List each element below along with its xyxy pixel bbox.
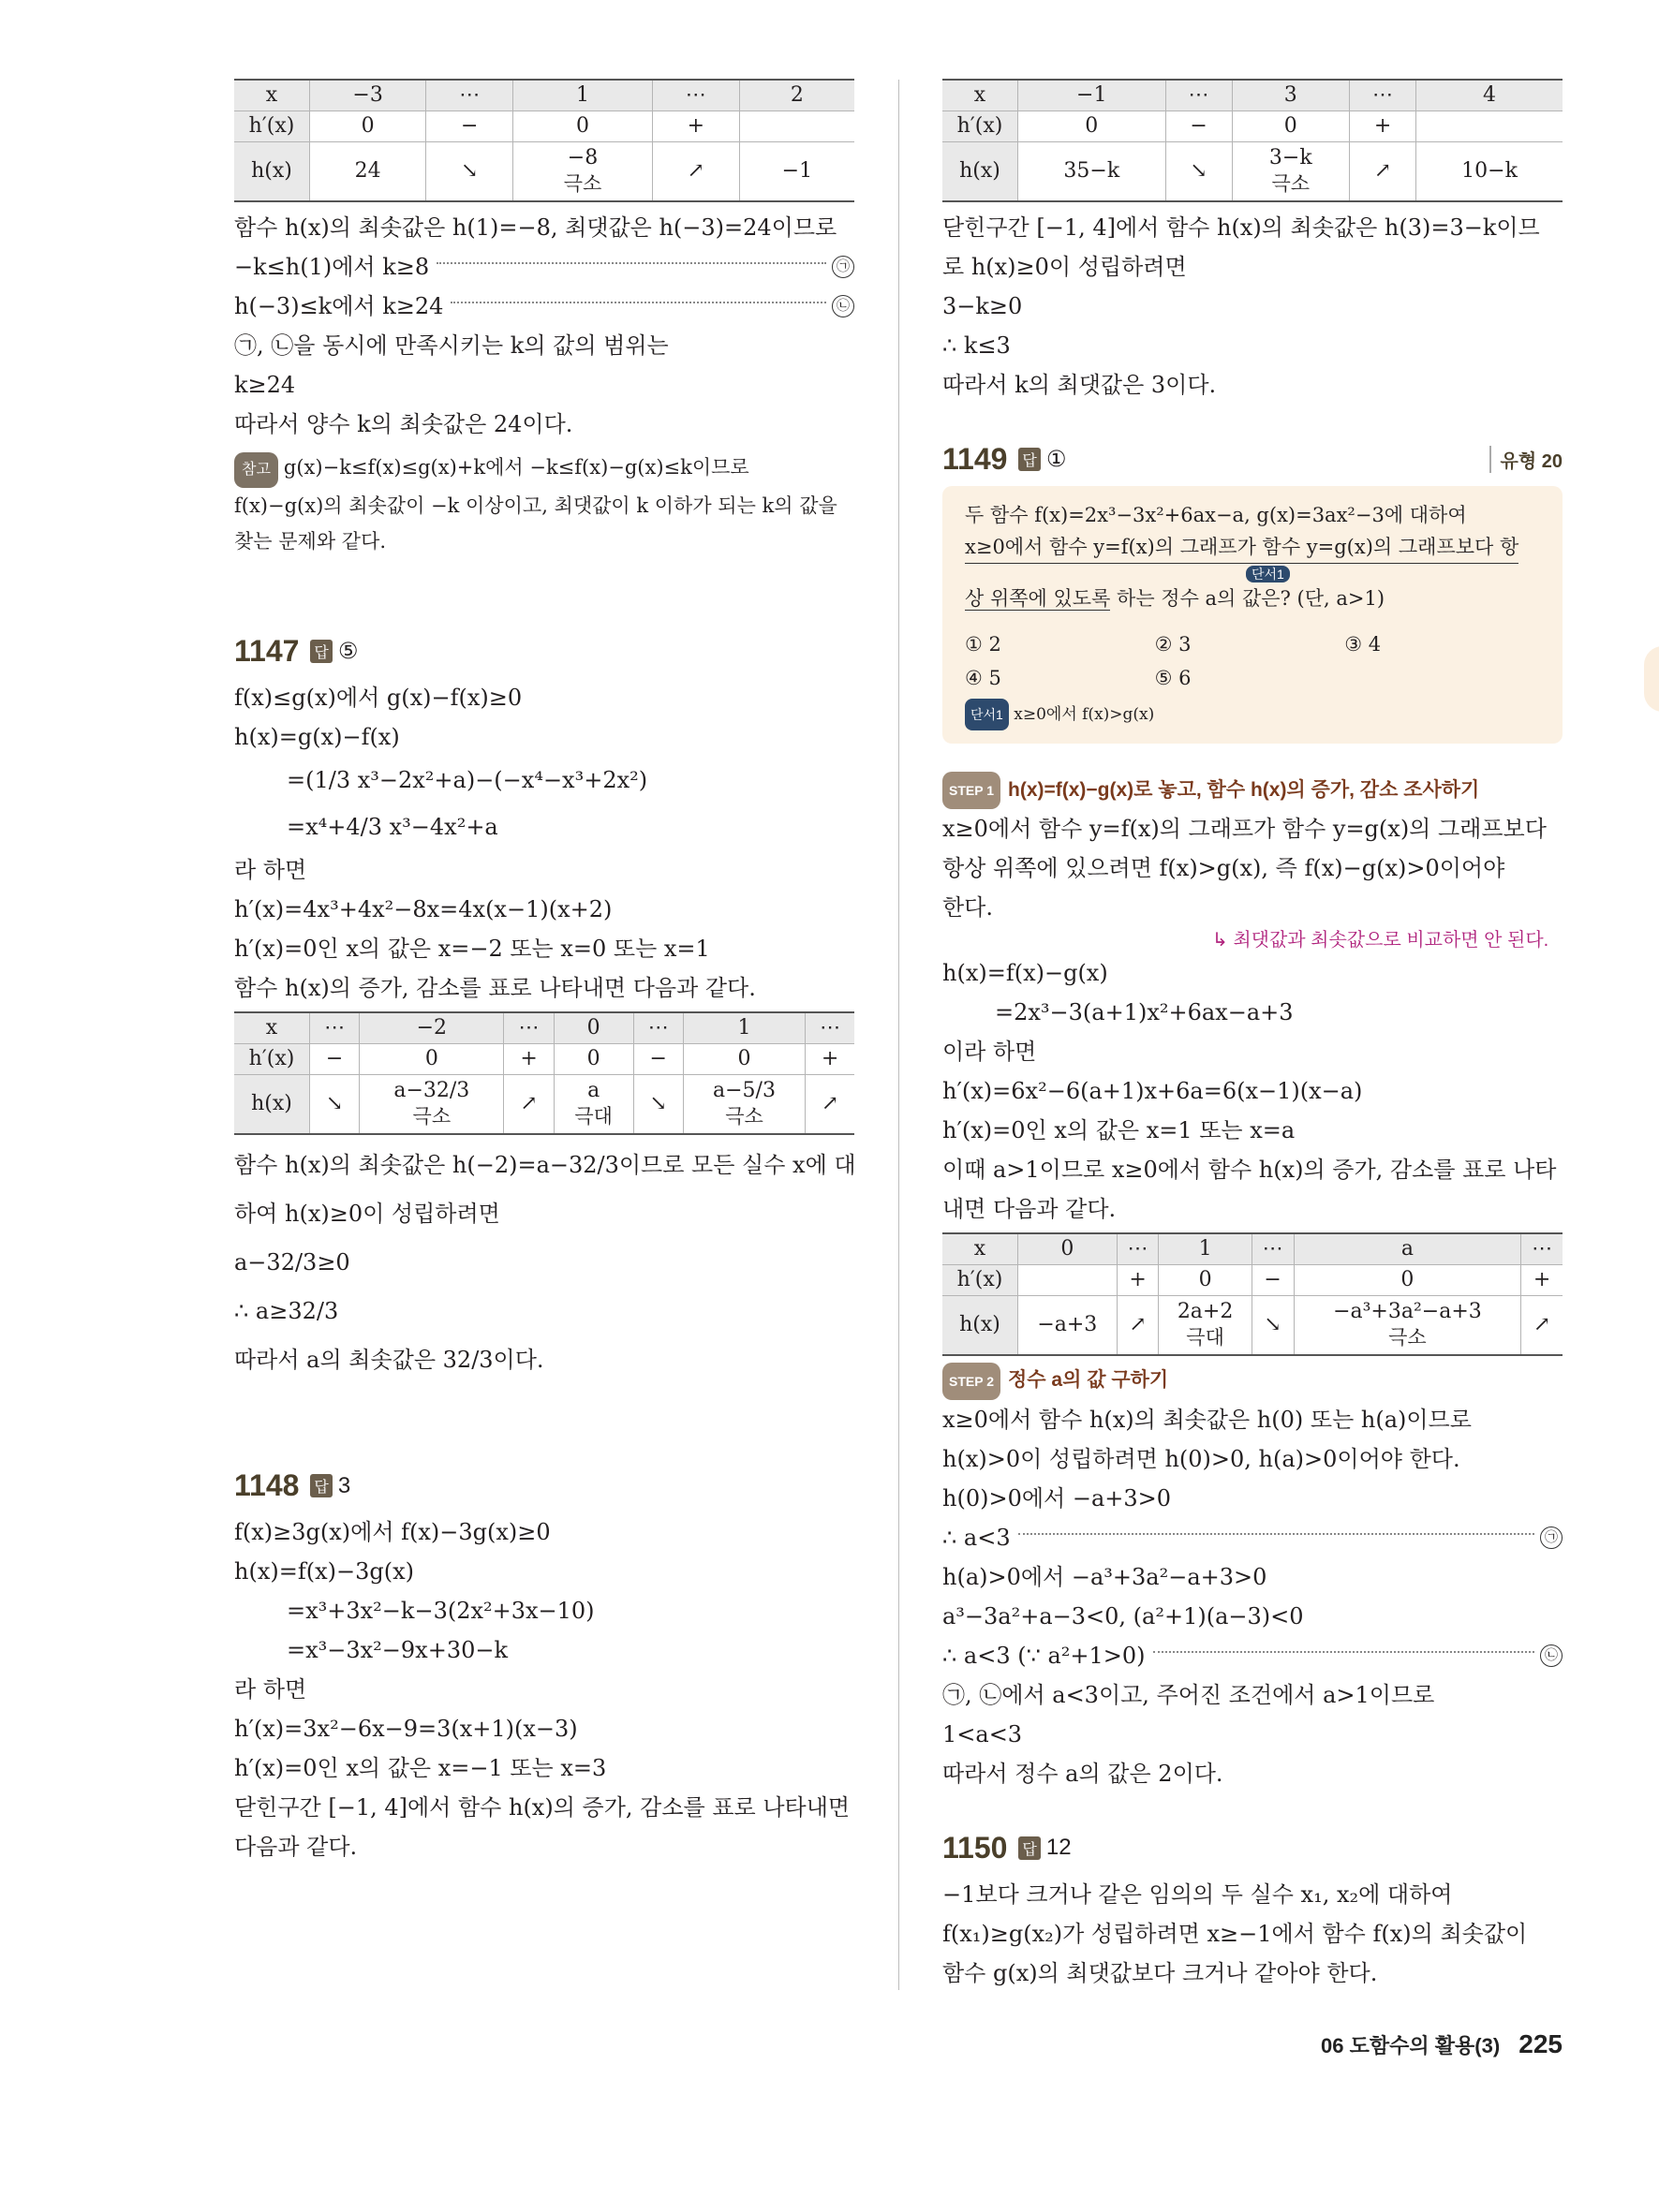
text-line: 닫힌구간 [−1, 4]에서 함수 h(x)의 증가, 감소를 표로 나타내면 <box>234 1794 851 1821</box>
text-line: h(x)=f(x)−3g(x) <box>234 1558 414 1585</box>
callout-text: 최댓값과 최솟값으로 비교하면 안 된다. <box>1233 930 1549 951</box>
text-line: 이때 a>1이므로 x≥0에서 함수 h(x)의 증가, 감소를 표로 나타 <box>942 1157 1557 1184</box>
text-line: 3−k≥0 <box>942 293 1023 319</box>
marker-2: ㉡ <box>1540 1644 1563 1667</box>
text-line: 이라 하면 <box>942 1039 1037 1066</box>
table-cell: − <box>633 1044 683 1075</box>
callout-arrow-icon: ↳ <box>1212 930 1234 951</box>
choice-item: ③ 4 <box>1344 633 1382 656</box>
text-line: h(0)>0에서 −a+3>0 <box>942 1484 1172 1512</box>
equation-line: =x³−3x²−9x+30−k <box>287 1637 509 1663</box>
answer-icon: 답 <box>310 640 332 663</box>
solution-1150 <box>942 1875 1563 1993</box>
table-row <box>234 1012 854 1044</box>
table-cell: ⋯ <box>426 80 513 111</box>
step-badge: STEP 1 <box>942 772 1000 809</box>
text-line: 함수 h(x)의 최솟값은 h(1)=−8, 최댓값은 h(−3)=24이므로 <box>234 214 837 241</box>
table-cell: 0 <box>360 1044 504 1075</box>
table-cell: x <box>234 80 310 111</box>
table-cell: h′(x) <box>234 111 310 142</box>
text-line: h(−3)≤k에서 k≥24 ㉡ <box>234 287 854 326</box>
table-cell: ⋯ <box>1117 1233 1159 1265</box>
text-line: f(x₁)≥g(x₂)가 성립하려면 x≥−1에서 함수 f(x)의 최솟값이 <box>942 1920 1528 1947</box>
equation-line: =x³+3x²−k−3(2x²+3x−10) <box>287 1598 595 1624</box>
table-cell: 1 <box>1159 1233 1252 1265</box>
text-line: 내면 다음과 같다. <box>942 1196 1117 1223</box>
choices <box>965 627 1540 695</box>
text-line: ㉠, ㉡을 동시에 만족시키는 k의 값의 범위는 <box>234 332 669 359</box>
table-cell: ⋯ <box>633 1012 683 1044</box>
step-1-heading <box>942 772 1563 809</box>
text-line: k≥24 <box>234 372 296 398</box>
solution-1146-text <box>234 208 854 444</box>
text-line: 로 h(x)≥0이 성립하려면 <box>942 254 1187 280</box>
table-cell: 2 <box>739 80 854 111</box>
table-row <box>942 111 1563 142</box>
problem-1147-header <box>234 634 854 669</box>
text-line: 라 하면 <box>234 1676 307 1703</box>
text-line: 함수 h(x)의 증가, 감소를 표로 나타내면 다음과 같다. <box>234 975 756 1001</box>
text-line: 항상 위쪽에 있으려면 f(x)>g(x), 즉 f(x)−g(x)>0이어야 <box>942 855 1505 882</box>
text-line: ∴ a≥32/3 <box>234 1298 339 1324</box>
table-cell: h(x) <box>942 1296 1018 1356</box>
problem-line-3a: 상 위쪽에 있도록 <box>965 587 1111 610</box>
text-line: 1<a<3 <box>942 1720 1023 1747</box>
text-line: 함수 h(x)의 최솟값은 h(−2)=a−32/3이므로 모든 실수 x에 대 <box>234 1152 856 1178</box>
chapter-title: 06 도함수의 활용(3) <box>1321 2034 1501 2057</box>
table-cell: 0 <box>513 111 653 142</box>
table-cell: 0 <box>1232 111 1349 142</box>
table-row <box>234 1075 854 1135</box>
variation-table-1146 <box>234 79 854 202</box>
text-line: a−32/3≥0 <box>234 1249 350 1276</box>
table-cell: 0 <box>1018 1233 1118 1265</box>
solution-1148-b <box>234 1670 854 1866</box>
dotted-line-1 <box>942 1518 1563 1557</box>
dotted-line-2 <box>942 1636 1563 1675</box>
text-line: f(x)≥3g(x)에서 f(x)−3g(x)≥0 <box>234 1519 551 1545</box>
table-cell: h(x) <box>942 142 1018 202</box>
type-tag: 유형 20 <box>1489 446 1563 473</box>
table-cell: −3 <box>310 80 426 111</box>
text-line: −1보다 크거나 같은 임의의 두 실수 x₁, x₂에 대하여 <box>942 1880 1453 1908</box>
circle-marker: ㉡ <box>832 295 854 317</box>
table-cell: + <box>1117 1265 1159 1296</box>
text-line: a³−3a²+a−3<0, (a²+1)(a−3)<0 <box>942 1602 1304 1630</box>
table-cell: −a³+3a²−a+3 극소 <box>1294 1296 1521 1356</box>
table-cell: ⋯ <box>1252 1233 1294 1265</box>
solution-1148-cont <box>942 208 1563 405</box>
table-cell: a <box>1294 1233 1521 1265</box>
answer-icon: 답 <box>1018 448 1040 471</box>
answer-icon: 답 <box>1018 1836 1040 1860</box>
hint-text: x≥0에서 f(x)>g(x) <box>1014 705 1155 724</box>
variation-table-1149 <box>942 1232 1563 1356</box>
table-row <box>234 142 854 202</box>
table-row <box>942 142 1563 202</box>
text-line: ∴ k≤3 <box>942 332 1011 359</box>
text-line: 한다. <box>942 894 993 922</box>
table-cell <box>1018 1265 1118 1296</box>
solution-1147-b <box>234 850 854 1008</box>
answer-value: 3 <box>337 1472 351 1498</box>
table-cell: ↗ <box>1521 1296 1563 1356</box>
text-line: h(a)>0에서 −a³+3a²−a+3>0 <box>942 1563 1267 1590</box>
table-row <box>942 1233 1563 1265</box>
page-footer <box>1321 2029 1563 2059</box>
table-cell: ↗ <box>806 1075 854 1135</box>
table-cell: − <box>426 111 513 142</box>
note-tag: 참고 <box>234 452 278 488</box>
table-cell: 35−k <box>1018 142 1166 202</box>
problem-number: 1150 <box>942 1830 1008 1865</box>
column-divider <box>898 80 899 1990</box>
text-line: 따라서 a의 최솟값은 32/3이다. <box>234 1347 544 1373</box>
answer-value: 12 <box>1045 1835 1072 1861</box>
table-row <box>942 80 1563 111</box>
table-cell <box>739 111 854 142</box>
table-cell: 0 <box>554 1012 633 1044</box>
solution-1148-a <box>234 1512 854 1591</box>
table-cell: ↘ <box>310 1075 360 1135</box>
text-line: x≥0에서 함수 h(x)의 최솟값은 h(0) 또는 h(a)이므로 <box>942 1406 1472 1433</box>
table-cell: x <box>234 1012 310 1044</box>
callout-note <box>942 927 1563 953</box>
table-cell: 2a+2 극대 <box>1159 1296 1252 1356</box>
table-cell: 3−k 극소 <box>1232 142 1349 202</box>
table-cell: 4 <box>1416 80 1563 111</box>
text-line: ㉠, ㉡에서 a<3이고, 주어진 조건에서 a>1이므로 <box>942 1681 1435 1708</box>
table-cell: a−5/3 극소 <box>683 1075 805 1135</box>
equation-line: =2x³−3(a+1)x²+6ax−a+3 <box>995 999 1294 1026</box>
text-line: −k≤h(1)에서 k≥8 ㉠ <box>234 247 854 287</box>
table-cell: + <box>806 1044 854 1075</box>
table-cell: ↗ <box>504 1075 554 1135</box>
variation-table-1147 <box>234 1011 854 1135</box>
answer-value: ⑤ <box>337 639 359 664</box>
text-line: x≥0에서 함수 y=f(x)의 그래프가 함수 y=g(x)의 그래프보다 <box>942 816 1547 843</box>
table-cell: − <box>1165 111 1232 142</box>
table-cell <box>1416 111 1563 142</box>
step-title: h(x)=f(x)−g(x)로 놓고, 함수 h(x)의 증가, 감소 조사하기 <box>1008 779 1480 801</box>
choice-item: ⑤ 6 <box>1154 667 1192 689</box>
problem-1150-header <box>942 1831 1563 1865</box>
table-cell: ↘ <box>1165 142 1232 202</box>
table-cell: + <box>1521 1265 1563 1296</box>
choice-item: ② 3 <box>1154 633 1192 656</box>
hint-badge: 단서1 <box>965 699 1009 730</box>
choice-item: ④ 5 <box>965 667 1001 689</box>
step-2-text-a <box>942 1400 1563 1518</box>
table-cell: 0 <box>1294 1265 1521 1296</box>
text-line: 따라서 정수 a의 값은 2이다. <box>942 1760 1223 1787</box>
table-cell: ↗ <box>1350 142 1416 202</box>
table-cell: −2 <box>360 1012 504 1044</box>
text-line: 따라서 양수 k의 최솟값은 24이다. <box>234 411 573 437</box>
note-box <box>234 450 854 559</box>
table-cell: 0 <box>683 1044 805 1075</box>
table-cell: −8 극소 <box>513 142 653 202</box>
problem-number: 1149 <box>942 442 1008 476</box>
hint-badge: 단서1 <box>1246 566 1290 582</box>
step-badge: STEP 2 <box>942 1363 1000 1400</box>
note-line-2: f(x)−g(x)의 최솟값이 −k 이상이고, 최댓값이 k 이하가 되는 k의 값을 <box>234 494 837 517</box>
problem-1149-header <box>942 442 1563 477</box>
table-cell: + <box>652 111 739 142</box>
table-cell: ↗ <box>652 142 739 202</box>
table-cell: x <box>942 80 1018 111</box>
text-line: 다음과 같다. <box>234 1834 358 1860</box>
step-2-heading <box>942 1362 1563 1399</box>
table-cell: h′(x) <box>234 1044 310 1075</box>
table-row <box>234 111 854 142</box>
table-cell: 0 <box>554 1044 633 1075</box>
table-row <box>942 1296 1563 1356</box>
text-line: 따라서 k의 최댓값은 3이다. <box>942 372 1217 398</box>
text-line: 하여 h(x)≥0이 성립하려면 <box>234 1201 500 1227</box>
dotted-text: ∴ a<3 <box>942 1524 1011 1551</box>
table-cell: ↘ <box>633 1075 683 1135</box>
table-cell: 1 <box>513 80 653 111</box>
table-cell: x <box>942 1233 1018 1265</box>
circle-marker: ㉠ <box>832 256 854 278</box>
table-cell: ↗ <box>1117 1296 1159 1356</box>
hint-line <box>965 699 1540 730</box>
text-line: h′(x)=0인 x의 값은 x=−1 또는 x=3 <box>234 1755 607 1781</box>
table-cell: −1 <box>739 142 854 202</box>
text-line: h′(x)=0인 x의 값은 x=−2 또는 x=0 또는 x=1 <box>234 936 710 962</box>
table-cell: ⋯ <box>806 1012 854 1044</box>
text-line: h(x)=f(x)−g(x) <box>942 960 1108 987</box>
answer-icon: 답 <box>310 1474 332 1497</box>
table-cell: 24 <box>310 142 426 202</box>
table-cell: 10−k <box>1416 142 1563 202</box>
text-line: h′(x)=4x³+4x²−8x=4x(x−1)(x+2) <box>234 896 613 922</box>
problem-line-1: 두 함수 f(x)=2x³−3x²+6ax−a, g(x)=3ax²−3에 대하여 <box>965 504 1467 526</box>
equation-line: =x⁴+4/3 x³−4x²+a <box>287 814 498 840</box>
note-line-3: 찾는 문제와 같다. <box>234 530 387 553</box>
table-cell: h′(x) <box>942 111 1018 142</box>
variation-table-1148 <box>942 79 1563 202</box>
table-cell: ⋯ <box>1521 1233 1563 1265</box>
table-cell: 0 <box>310 111 426 142</box>
table-cell: ⋯ <box>652 80 739 111</box>
step-1-text-b <box>942 953 1563 993</box>
right-column <box>942 75 1563 1993</box>
text-line: 함수 g(x)의 최댓값보다 크거나 같아야 한다. <box>942 1959 1378 1986</box>
table-cell: + <box>1350 111 1416 142</box>
text-line: h(x)=g(x)−f(x) <box>234 724 400 750</box>
text-line: f(x)≤g(x)에서 g(x)−f(x)≥0 <box>234 685 523 711</box>
table-cell: h′(x) <box>942 1265 1018 1296</box>
table-cell: 0 <box>1018 111 1166 142</box>
text-line: h′(x)=6x²−6(a+1)x+6a=6(x−1)(x−a) <box>942 1078 1363 1105</box>
table-cell: ↘ <box>426 142 513 202</box>
table-cell: 3 <box>1232 80 1349 111</box>
solution-1147-a <box>234 678 854 757</box>
table-cell: a−32/3 극소 <box>360 1075 504 1135</box>
left-column <box>234 75 854 1866</box>
table-row <box>234 80 854 111</box>
step-1-text-a <box>942 809 1563 927</box>
table-cell: 1 <box>683 1012 805 1044</box>
text-line: h′(x)=3x²−6x−9=3(x+1)(x−3) <box>234 1716 578 1742</box>
table-cell: h(x) <box>234 142 310 202</box>
table-row <box>234 1044 854 1075</box>
table-cell: 0 <box>1159 1265 1252 1296</box>
choice-item: ① 2 <box>965 633 1001 656</box>
text-line: 라 하면 <box>234 857 307 883</box>
answer-value: ① <box>1045 447 1067 472</box>
table-cell: − <box>1252 1265 1294 1296</box>
problem-1148-header <box>234 1468 854 1503</box>
problem-box <box>942 486 1563 744</box>
table-cell: ⋯ <box>504 1012 554 1044</box>
step-title: 정수 a의 값 구하기 <box>1008 1369 1169 1392</box>
table-cell: −a+3 <box>1018 1296 1118 1356</box>
step-2-text-c <box>942 1675 1563 1793</box>
solution-1147-c <box>234 1141 854 1384</box>
dotted-text: ∴ a<3 (∵ a²+1>0) <box>942 1642 1146 1669</box>
table-cell: a 극대 <box>554 1075 633 1135</box>
table-row <box>942 1265 1563 1296</box>
table-cell: − <box>310 1044 360 1075</box>
table-cell: ⋯ <box>1350 80 1416 111</box>
problem-number: 1147 <box>234 634 300 668</box>
table-cell: ⋯ <box>310 1012 360 1044</box>
text-line: h′(x)=0인 x의 값은 x=1 또는 x=a <box>942 1117 1296 1144</box>
note-line-1: g(x)−k≤f(x)≤g(x)+k에서 −k≤f(x)−g(x)≤k이므로 <box>283 456 749 479</box>
problem-line-2: x≥0에서 함수 y=f(x)의 그래프가 함수 y=g(x)의 그래프보다 항 <box>965 531 1518 564</box>
problem-line-3b: 하는 정수 a의 값은? (단, a>1) <box>1110 587 1385 610</box>
table-cell: ↘ <box>1252 1296 1294 1356</box>
step-2-text-b <box>942 1557 1563 1636</box>
text-line: h(x)>0이 성립하려면 h(0)>0, h(a)>0이어야 한다. <box>942 1445 1460 1472</box>
equation-line: =(1/3 x³−2x²+a)−(−x⁴−x³+2x²) <box>287 767 648 793</box>
table-cell: −1 <box>1018 80 1166 111</box>
table-cell: ⋯ <box>1165 80 1232 111</box>
step-1-text-c <box>942 1032 1563 1229</box>
side-tab <box>1644 646 1659 712</box>
marker-1: ㉠ <box>1540 1526 1563 1549</box>
problem-number: 1148 <box>234 1468 300 1502</box>
page-number: 225 <box>1518 2029 1563 2058</box>
table-cell: h(x) <box>234 1075 310 1135</box>
table-cell: + <box>504 1044 554 1075</box>
text-line: 닫힌구간 [−1, 4]에서 함수 h(x)의 최솟값은 h(3)=3−k이므 <box>942 214 1540 241</box>
